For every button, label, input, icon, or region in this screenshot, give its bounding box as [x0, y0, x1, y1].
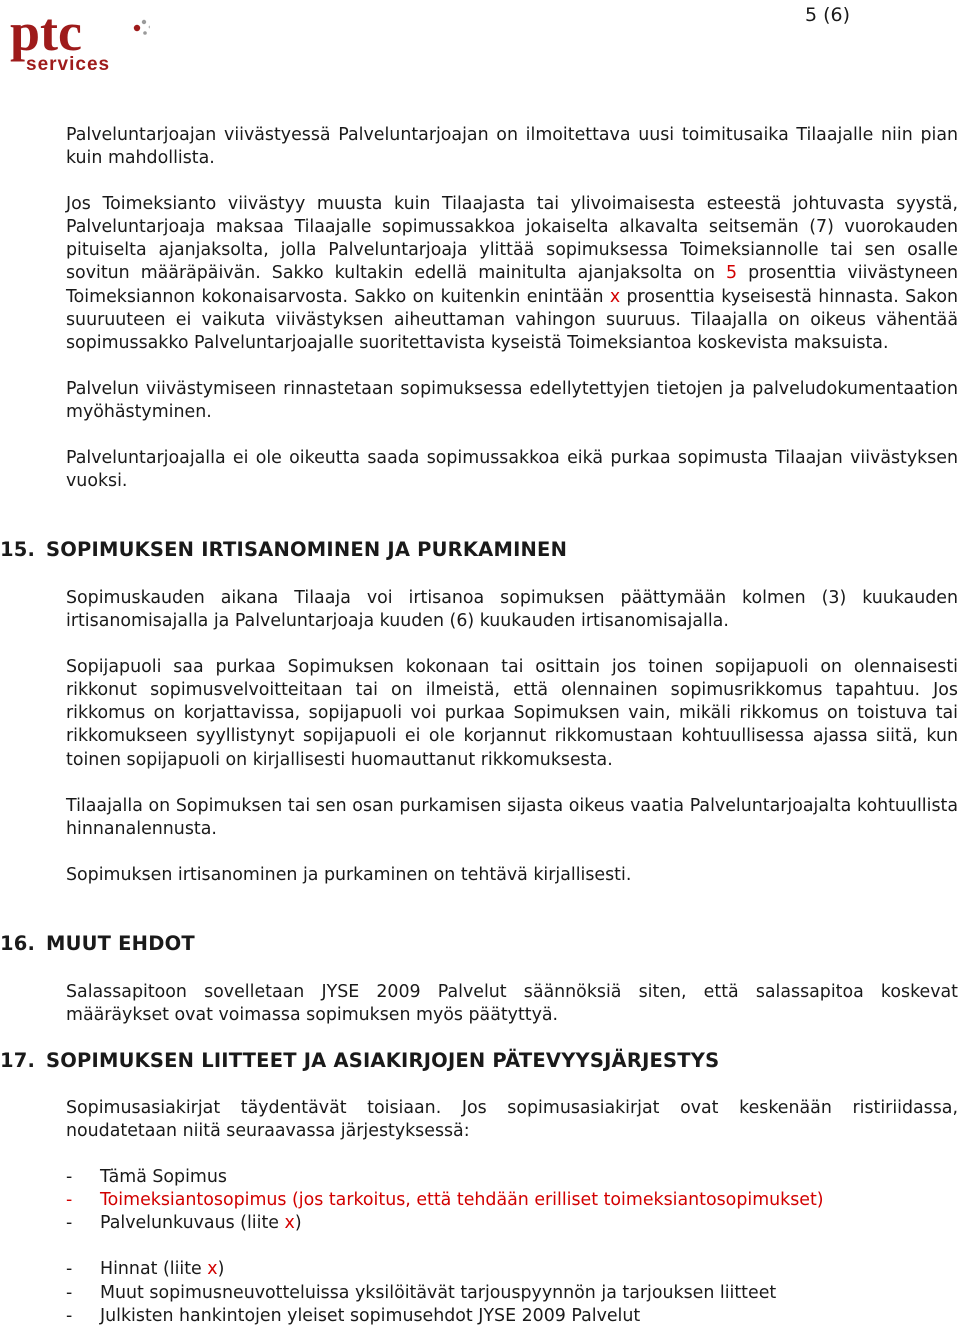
- list-item: - Julkisten hankintojen yleiset sopimusehdot JYSE 2009 Palvelut: [66, 1305, 641, 1326]
- section-16-paragraph-1: Salassapitoon sovelletaan JYSE 2009 Palvelut säännöksiä siten, että salassapitoa koskevat määräykset ovat voimassa sopimuksen myös päätyttyä.: [66, 982, 958, 1026]
- intro-paragraph-3: Palvelun viivästymiseen rinnastetaan sopimuksessa edellytettyjen tietojen ja palveludokumentaation myöhästyminen.: [66, 378, 958, 422]
- section-15-heading: 15. SOPIMUKSEN IRTISANOMINEN JA PURKAMINEN: [0, 538, 568, 561]
- section-15-paragraph-4: Sopimuksen irtisanominen ja purkaminen on tehtävä kirjallisesti.: [66, 864, 632, 885]
- section-17-heading: 17. SOPIMUKSEN LIITTEET JA ASIAKIRJOJEN PÄTEVYYSJÄRJESTYS: [0, 1049, 720, 1072]
- intro-paragraph-2: Jos Toimeksianto viivästyy muusta kuin Tilaajasta tai ylivoimaisesta esteestä johtuvasta syystä, Palveluntarjoaja maksaa Tilaajalle sopimussakkoa jokaiselta alkavalta seitsemän (7) vuorokauden pituiselta ajanjaksolta, jolla Palveluntarjoaja ylittää sopimuksessa Toimeksiannolle tai sen osalle sovitun määräpäivän. Sakko kultakin edellä mainitulta ajanjaksolta on 5 prosenttia viivästyneen Toimeksiannon kokonaisarvosta. Sakko on kuitenkin enintään x prosenttia kyseisestä hinnasta. Sakon suuruuteen ei vaikuta viivästyksen aiheuttaman vahingon suuruus. Tilaajalla on oikeus vähentää sopimussakko Palveluntarjoajalle suoritettavista kyseistä Toimeksiantoa koskevista maksuista.: [66, 194, 958, 353]
- list-item: - Muut sopimusneuvotteluissa yksilöitävät tarjouspyynnön ja tarjouksen liitteet: [66, 1282, 777, 1303]
- intro-section: [66, 124, 958, 516]
- section-15-paragraph-3: Tilaajalla on Sopimuksen tai sen osan purkamisen sijasta oikeus vaatia Palveluntarjoajalta kohtuullista hinnanalennusta.: [66, 795, 958, 839]
- penalty-percent-placeholder: 5: [726, 263, 738, 284]
- list-item: - Palvelunkuvaus (liite x): [66, 1213, 302, 1234]
- section-16-body: [66, 981, 958, 1050]
- list-item: - Tämä Sopimus: [66, 1167, 227, 1188]
- section-15-body: [66, 587, 958, 910]
- precedence-list-a: [66, 1166, 958, 1235]
- section-16-heading: 16. MUUT EHDOT: [0, 932, 195, 955]
- section-15-paragraph-2: Sopijapuoli saa purkaa Sopimuksen kokonaan tai osittain jos toinen sopijapuoli on olennaisesti rikkonut sopimusvelvoitteitaan tai on ilmeistä, että olennainen sopimusrikkomus tapahtuu. Jos rikkomus on korjattavissa, sopijapuoli voi purkaa Sopimuksen vain, mikäli rikkomus on toistuva tai rikkomukseen syyllistynyt sopijapuoli ei ole korjannut rikkomustaan kohtuullisessa ajassa siitä, kun toinen sopijapuoli on kirjallisesti huomauttanut rikkomuksesta.: [66, 657, 958, 770]
- logo-main-text: ptc: [10, 6, 82, 62]
- intro-paragraph-1: Palveluntarjoajan viivästyessä Palveluntarjoajan on ilmoitettava uusi toimitusaika Tilaajalle niin pian kuin mahdollista.: [66, 125, 958, 169]
- section-17-paragraph-1: Sopimusasiakirjat täydentävät toisiaan. Jos sopimusasiakirjat ovat keskenään ristiriidassa, noudatetaan niitä seuraavassa järjestyksessä:: [66, 1098, 958, 1142]
- company-logo: [10, 6, 150, 74]
- ptc-logo-icon: [10, 6, 150, 74]
- logo-sub-text: services: [26, 54, 111, 74]
- list-item: - Toimeksiantosopimus (jos tarkoitus, että tehdään erilliset toimeksiantosopimukset): [66, 1190, 824, 1211]
- list-item: - Hinnat (liite x): [66, 1259, 225, 1280]
- intro-paragraph-4: Palveluntarjoajalla ei ole oikeutta saada sopimussakkoa eikä purkaa sopimusta Tilaajan viivästyksen vuoksi.: [66, 448, 958, 492]
- page-number: 5 (6): [804, 4, 850, 26]
- section-17-body: [66, 1097, 958, 1328]
- max-percent-placeholder: x: [609, 286, 621, 307]
- precedence-list-b: [66, 1258, 958, 1327]
- section-15-paragraph-1: Sopimuskauden aikana Tilaaja voi irtisanoa sopimuksen päättymään kolmen (3) kuukauden irtisanomisajalla ja Palveluntarjoaja kuuden (6) kuukauden irtisanomisajalla.: [66, 588, 958, 632]
